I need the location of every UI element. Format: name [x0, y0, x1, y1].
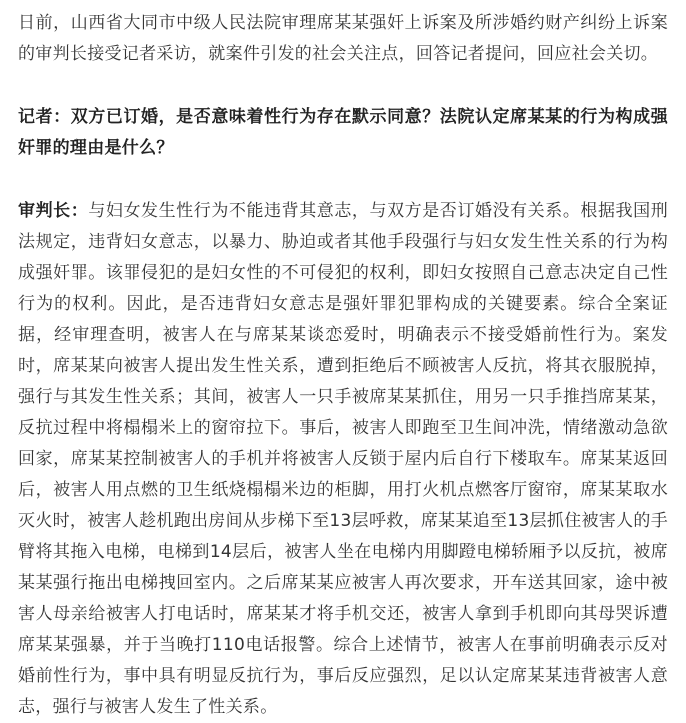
answer-body-text: 与妇女发生性行为不能违背其意志，与双方是否订婚没有关系。根据我国刑法规定，违背妇女意志，以暴力、胁迫或者其他手段强行与妇女发生性关系的行为构成强奸罪。该罪侵犯的是妇女性的不可侵犯的权利，即妇女按照自己意志决定自己性行为的权利。因此，是否违背妇女意志是强奸罪犯罪构成的关键要素。综合全案证据，经审理查明，被害人在与席某某谈恋爱时，明确表示不接受婚前性行为。案发时，席某某向被害人提出发生性关系，遭到拒绝后不顾被害人反抗，将其衣服脱掉，强行与其发生性关系；其间，被害人一只手被席某某抓住，用另一只手推挡席某某，反抗过程中将榻榻米上的窗帘拉下。事后，被害人即跑至卫生间冲洗，情绪激动急欲回家，席某某控制被害人的手机并将被害人反锁于屋内后自行下楼取车。席某某返回后，被害人用点燃的卫生纸烧榻榻米边的柜脚，用打火机点燃客厅窗帘，席某某取水灭火时，被害人趁机跑出房间从步梯下至13层呼救，席某某追至13层抓住被害人的手臂将其拖入电梯，电梯到14层后，被害人坐在电梯内用脚蹬电梯轿厢予以反抗，被席某某强行拖出电梯拽回室内。之后席某某应被害人再次要求，开车送其回家，途中被害人母亲给被害人打电话时，席某某才将手机交还，被害人拿到手机即向其母哭诉遭席某某强暴，并于当晚打110电话报警。综合上述情节，被害人在事前明确表示反对婚前性行为，事中具有明显反抗行为，事后反应强烈，足以认定席某某违背被害人意志，强行与被害人发生了性关系。 — [18, 201, 669, 717]
answer-speaker-label: 审判长： — [18, 201, 89, 221]
reporter-question: 记者：双方已订婚，是否意味着性行为存在默示同意？法院认定席某某的行为构成强奸罪的理由是什么？ — [18, 107, 668, 158]
intro-paragraph: 日前，山西省大同市中级人民法院审理席某某强奸上诉案及所涉婚约财产纠纷上诉案的审判长接受记者采访，就案件引发的社会关注点，回答记者提问，回应社会关切。 — [18, 13, 668, 64]
judge-answer — [18, 196, 668, 723]
